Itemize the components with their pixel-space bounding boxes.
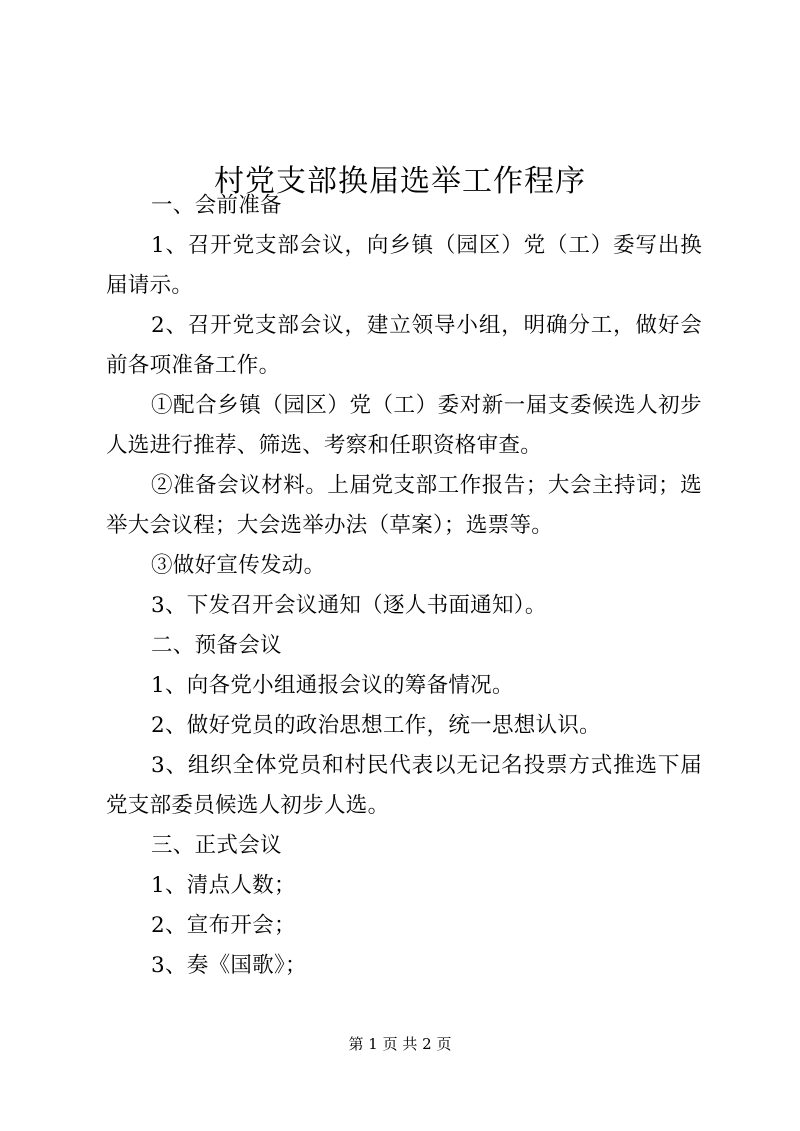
paragraph: ③做好宣传发动。 xyxy=(151,553,326,578)
paragraph: 1、召开党支部会议，向乡镇（园区）党（工）委写出换届请示。 xyxy=(106,233,702,298)
document-title: 村党支部换届选举工作程序 xyxy=(214,164,586,200)
paragraph: 3、下发召开会议通知（逐人书面通知）。 xyxy=(151,593,547,618)
paragraph: ①配合乡镇（园区）党（工）委对新一届支委候选人初步人选进行推荐、筛选、考察和任职资格审查。 xyxy=(106,393,702,458)
paragraph: 2、做好党员的政治思想工作，统一思想认识。 xyxy=(151,713,601,738)
section-heading: 三、正式会议 xyxy=(151,833,282,858)
section-heading: 二、预备会议 xyxy=(151,633,282,658)
document-body xyxy=(106,186,702,986)
page-footer: 第 1 页 共 2 页 xyxy=(348,1035,452,1053)
paragraph: 3、奏《国歌》； xyxy=(151,953,307,978)
paragraph: 1、向各党小组通报会议的筹备情况。 xyxy=(151,673,514,698)
paragraph: 2、宣布开会； xyxy=(151,913,296,938)
paragraph: 1、清点人数； xyxy=(151,873,296,898)
paragraph: 3、组织全体党员和村民代表以无记名投票方式推选下届党支部委员候选人初步人选。 xyxy=(106,753,702,818)
paragraph: ②准备会议材料。上届党支部工作报告；大会主持词；选举大会议程；大会选举办法（草案）；选票等。 xyxy=(106,473,702,538)
section-heading: 一、会前准备 xyxy=(151,193,282,218)
paragraph: 2、召开党支部会议，建立领导小组，明确分工，做好会前各项准备工作。 xyxy=(106,313,702,378)
